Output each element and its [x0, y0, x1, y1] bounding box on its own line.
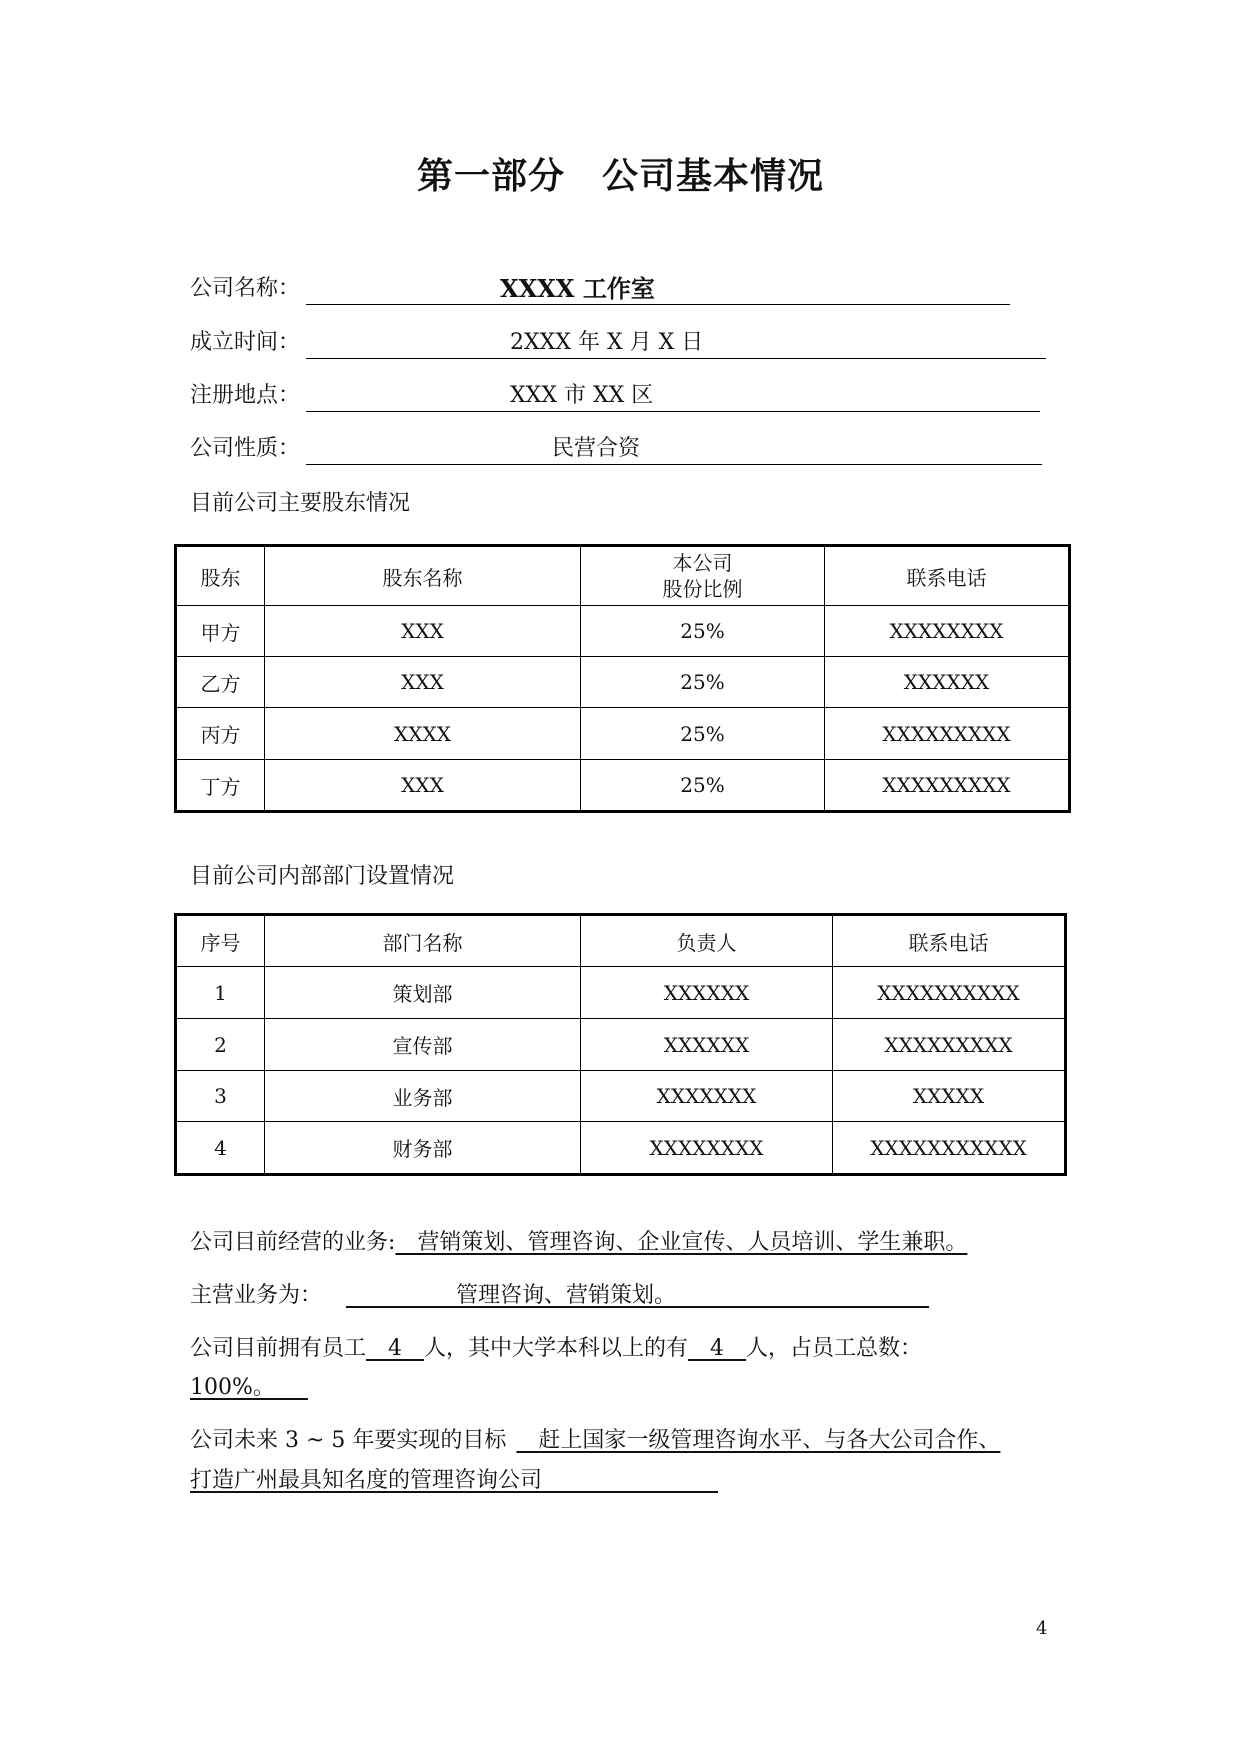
table-cell: 2: [177, 1019, 265, 1071]
table-cell: 财务部: [265, 1122, 581, 1174]
main-business-line: [190, 1281, 929, 1311]
column-header: 负责人: [581, 916, 833, 967]
table-cell: XXXXXXXXXXX: [833, 1122, 1065, 1174]
table-cell: XXX: [265, 760, 581, 811]
table-row: [177, 606, 1069, 657]
staff-ratio-line: [190, 1373, 308, 1403]
shareholders-header-row: [177, 547, 1069, 606]
company-name-label: 公司名称：: [190, 276, 301, 301]
table-cell: 丙方: [177, 708, 265, 760]
table-cell: XXXXXXXX: [581, 1122, 833, 1174]
table-cell: 25%: [581, 760, 825, 811]
nature-underline: [306, 434, 1042, 465]
table-row: [177, 1019, 1065, 1071]
goal-continuation-line: [190, 1466, 718, 1496]
table-row: [177, 708, 1069, 760]
table-cell: 策划部: [265, 967, 581, 1019]
staff-line: [190, 1334, 922, 1364]
company-name-underline: [306, 274, 1010, 305]
table-cell: 3: [177, 1071, 265, 1122]
table-row: [177, 1071, 1065, 1122]
column-header: 序号: [177, 916, 265, 967]
address-value: XXX 市 XX 区: [510, 383, 654, 408]
table-row: [177, 760, 1069, 811]
page-number: 4: [1036, 1618, 1048, 1639]
table-cell: 4: [177, 1122, 265, 1174]
staff-mid: 人，其中大学本科以上的有: [424, 1336, 689, 1361]
table-cell: 业务部: [265, 1071, 581, 1122]
current-business-value: 营销策划、管理咨询、企业宣传、人员培训、学生兼职。: [395, 1230, 968, 1255]
table-cell: XXXX: [265, 708, 581, 760]
table-cell: 甲方: [177, 606, 265, 657]
shareholders-heading: 目前公司主要股东情况: [190, 491, 411, 516]
table-cell: XXXXXXX: [581, 1071, 833, 1122]
company-name-value: XXXX 工作室: [500, 274, 655, 303]
departments-header-row: [177, 916, 1065, 967]
table-cell: XXXXXXXXXX: [833, 967, 1065, 1019]
table-cell: 丁方: [177, 760, 265, 811]
table-cell: 25%: [581, 606, 825, 657]
staff-prefix: 公司目前拥有员工: [190, 1336, 367, 1361]
address-underline: [306, 381, 1040, 412]
departments-table: [176, 915, 1065, 1174]
table-cell: 25%: [581, 708, 825, 760]
column-header: 股东名称: [265, 547, 581, 606]
departments-heading: 目前公司内部部门设置情况: [190, 864, 455, 889]
founded-value: 2XXX 年 X 月 X 日: [510, 330, 704, 355]
table-cell: XXXXXXXX: [825, 606, 1069, 657]
table-cell: XXXXXX: [581, 967, 833, 1019]
table-cell: 乙方: [177, 657, 265, 708]
shareholders-table: [176, 546, 1069, 811]
table-row: [177, 657, 1069, 708]
staff-ratio: 100%。: [190, 1375, 308, 1400]
column-header: [581, 547, 825, 606]
address-label: 注册地点：: [190, 383, 301, 408]
table-cell: XXX: [265, 606, 581, 657]
table-cell: XXXXXX: [825, 657, 1069, 708]
column-header-line: 股份比例: [662, 577, 743, 601]
staff-suffix: 人，占员工总数：: [746, 1336, 923, 1361]
column-header: 部门名称: [265, 916, 581, 967]
table-cell: XXXXXX: [581, 1019, 833, 1071]
table-cell: XXX: [265, 657, 581, 708]
current-business-label: 公司目前经营的业务:: [190, 1230, 396, 1255]
table-cell: 宣传部: [265, 1019, 581, 1071]
table-cell: 25%: [581, 657, 825, 708]
table-cell: XXXXXXXXX: [825, 760, 1069, 811]
goal-line: [190, 1426, 1000, 1456]
nature-label: 公司性质：: [190, 436, 301, 461]
table-row: [177, 967, 1065, 1019]
main-business-label: 主营业务为：: [190, 1283, 323, 1308]
nature-value: 民营合资: [552, 436, 641, 461]
table-cell: XXXXX: [833, 1071, 1065, 1122]
column-header: 股东: [177, 547, 265, 606]
staff-count: 4: [366, 1336, 425, 1361]
staff-degree-count: 4: [688, 1336, 747, 1361]
table-cell: XXXXXXXXX: [833, 1019, 1065, 1071]
goal-label: 公司未来 3 ~ 5 年要实现的目标: [190, 1428, 507, 1453]
table-cell: XXXXXXXXX: [825, 708, 1069, 760]
current-business-line: [190, 1228, 967, 1258]
column-header: 联系电话: [825, 547, 1069, 606]
main-business-value: 管理咨询、营销策划。: [346, 1283, 930, 1308]
table-cell: 1: [177, 967, 265, 1019]
founded-label: 成立时间：: [190, 330, 301, 355]
page-title: 第一部分 公司基本情况: [416, 156, 824, 197]
column-header: 联系电话: [833, 916, 1065, 967]
goal-value-line2: 打造广州最具知名度的管理咨询公司: [190, 1468, 719, 1493]
table-row: [177, 1122, 1065, 1174]
column-header-line: 本公司: [672, 551, 733, 575]
goal-value-line1: 赶上国家一级管理咨询水平、与各大公司合作、: [516, 1428, 1001, 1453]
